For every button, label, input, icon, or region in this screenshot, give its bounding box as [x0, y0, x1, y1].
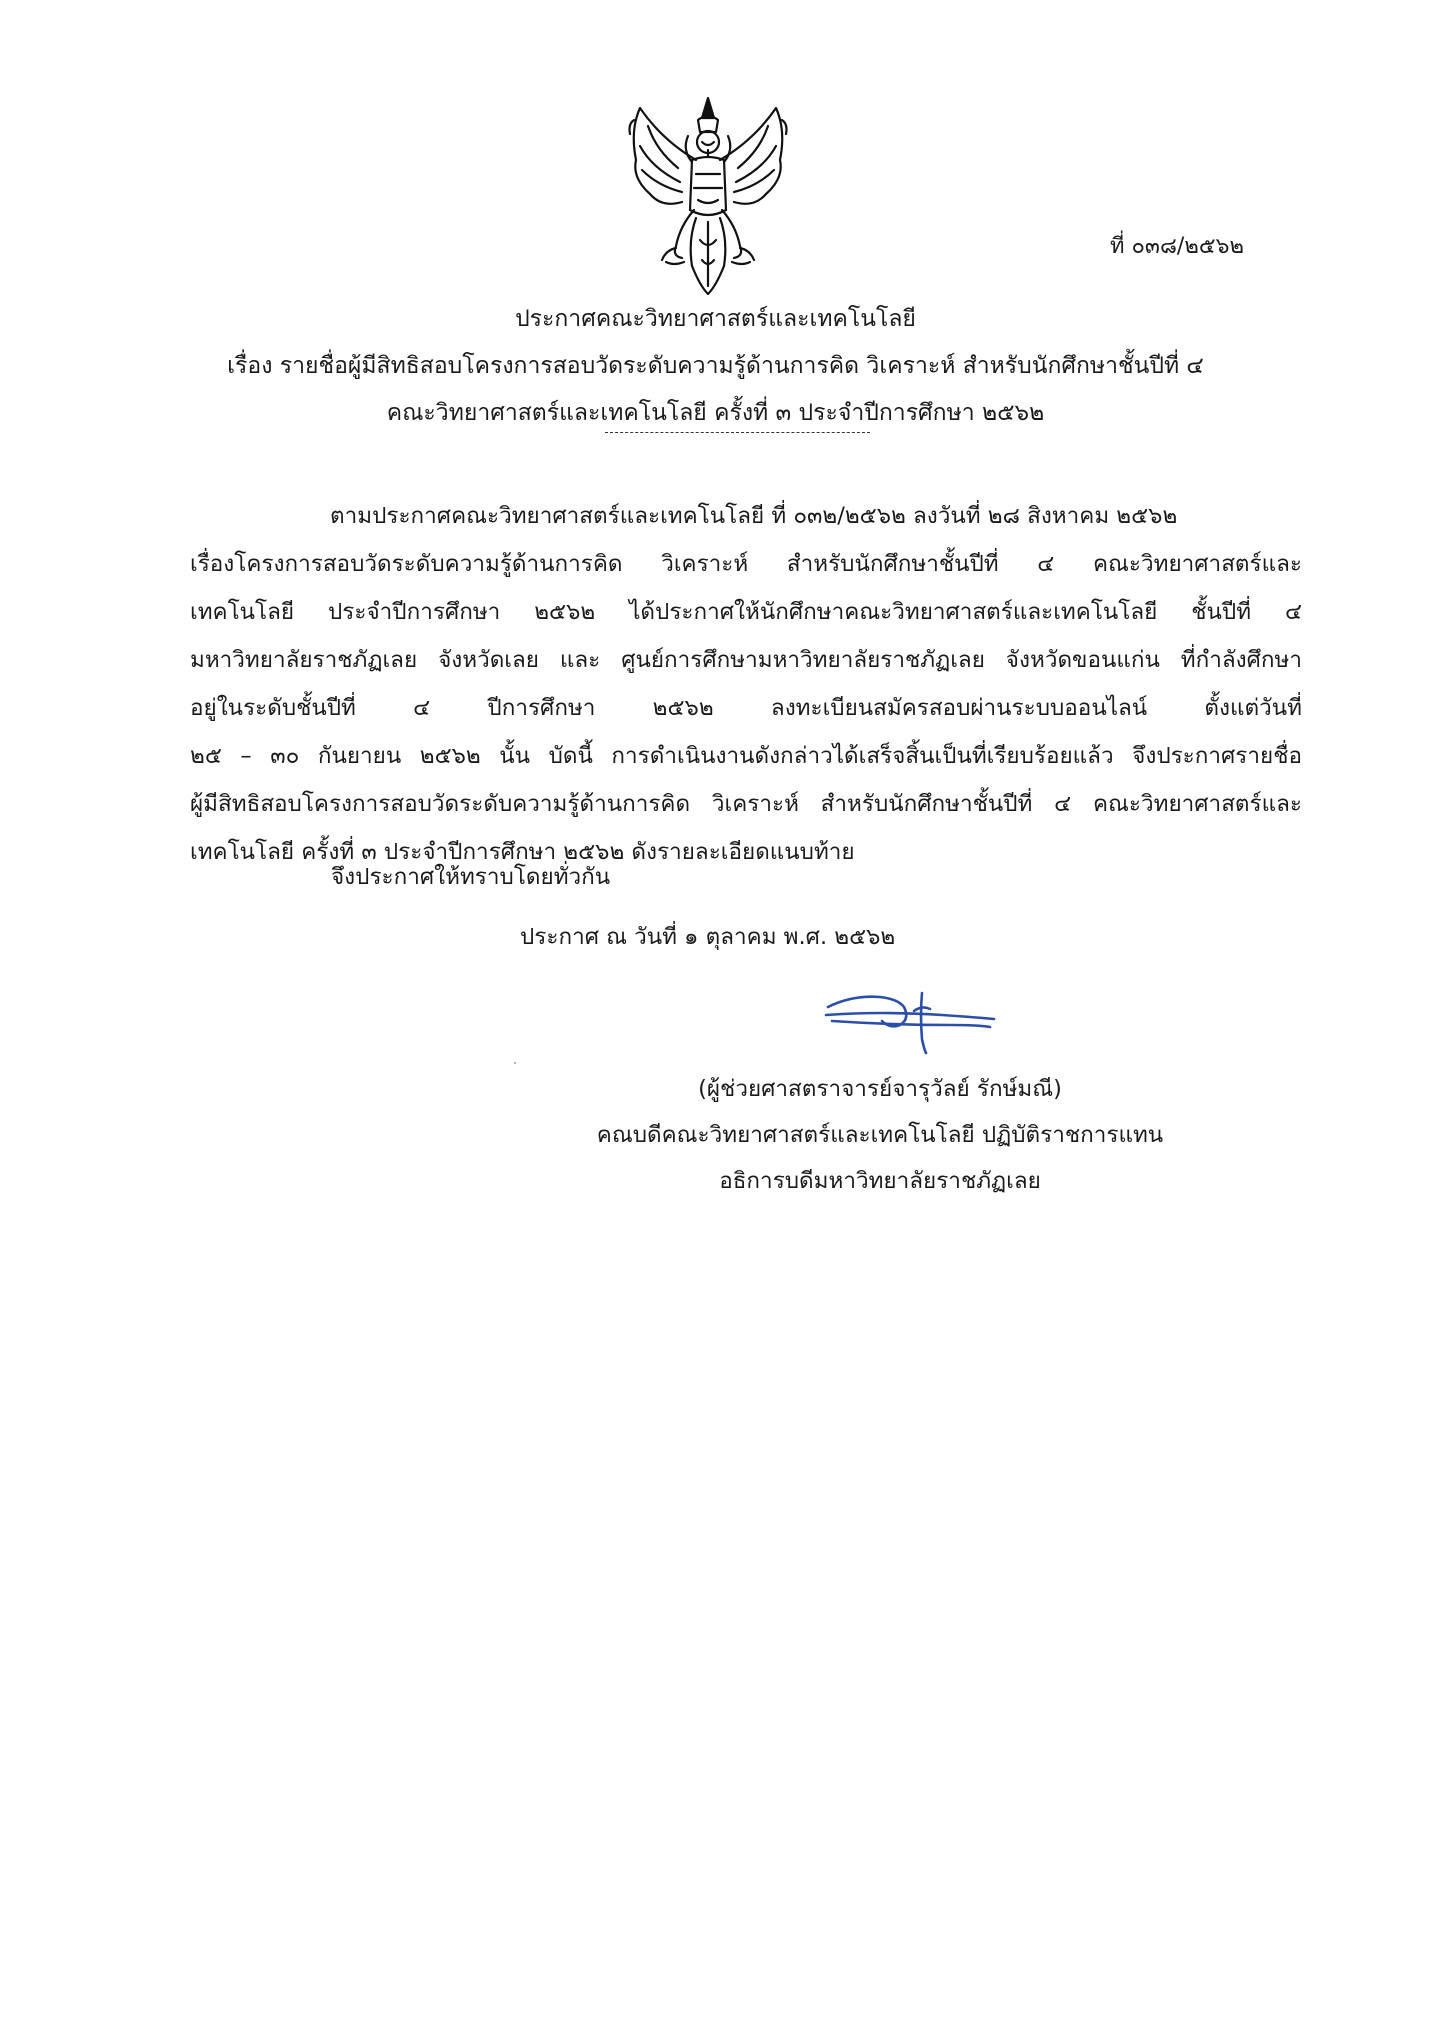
announcement-title: [200, 296, 1231, 437]
title-separator: [605, 432, 870, 433]
body-line: เรื่องโครงการสอบวัดระดับความรู้ด้านการคิด วิเคราะห์ สำหรับนักศึกษาชั้นปีที่ ๔ คณะวิทยาศาสตร์และ: [190, 551, 1302, 577]
signer-block: [540, 1066, 1220, 1204]
title-line-1: ประกาศคณะวิทยาศาสตร์และเทคโนโลยี: [515, 306, 916, 332]
body-line: เทคโนโลยี ประจำปีการศึกษา ๒๕๖๒ ได้ประกาศให้นักศึกษาคณะวิทยาศาสตร์และเทคโนโลยี ชั้นปีที่ ๔: [190, 599, 1302, 625]
document-number: ที่ ๐๓๘/๒๕๖๒: [1110, 234, 1244, 259]
announcement-body: [190, 492, 1302, 876]
title-line-3: คณะวิทยาศาสตร์และเทคโนโลยี ครั้งที่ ๓ ประจำปีการศึกษา ๒๕๖๒: [386, 400, 1045, 426]
signer-position: คณบดีคณะวิทยาศาสตร์และเทคโนโลยี ปฏิบัติราชการแทน: [596, 1122, 1164, 1148]
body-line: ๒๕ – ๓๐ กันยายน ๒๕๖๒ นั้น บัดนี้ การดำเนินงานดังกล่าวได้เสร็จสิ้นเป็นที่เรียบร้อยแล้ว จึงประกาศรายชื่อ: [190, 743, 1302, 769]
signature: [822, 985, 1000, 1055]
scan-speck: [514, 1062, 516, 1064]
body-line: มหาวิทยาลัยราชภัฏเลย จังหวัดเลย และ ศูนย์การศึกษามหาวิทยาลัยราชภัฏเลย จังหวัดขอนแก่น ที่กำลังศึกษา: [190, 647, 1302, 673]
garuda-emblem-icon: [622, 90, 794, 300]
body-line: ตามประกาศคณะวิทยาศาสตร์และเทคโนโลยี ที่ ๐๓๒/๒๕๖๒ ลงวันที่ ๒๘ สิงหาคม ๒๕๖๒: [330, 503, 1178, 529]
announcement-date: ประกาศ ณ วันที่ ๑ ตุลาคม พ.ศ. ๒๕๖๒: [520, 924, 896, 950]
signer-name: (ผู้ช่วยศาสตราจารย์จารุวัลย์ รักษ์มณี): [698, 1076, 1062, 1102]
signer-position: อธิการบดีมหาวิทยาลัยราชภัฏเลย: [719, 1168, 1041, 1194]
body-line: ผู้มีสิทธิสอบโครงการสอบวัดระดับความรู้ด้านการคิด วิเคราะห์ สำหรับนักศึกษาชั้นปีที่ ๔ คณะวิทยาศาสตร์และ: [190, 791, 1302, 817]
body-line: อยู่ในระดับชั้นปีที่ ๔ ปีการศึกษา ๒๕๖๒ ลงทะเบียนสมัครสอบผ่านระบบออนไลน์ ตั้งแต่วันที่: [190, 695, 1302, 721]
closing-statement: จึงประกาศให้ทราบโดยทั่วกัน: [331, 864, 611, 890]
body-line: เทคโนโลยี ครั้งที่ ๓ ประจำปีการศึกษา ๒๕๖๒ ดังรายละเอียดแนบท้าย: [190, 839, 855, 865]
title-line-2: เรื่อง รายชื่อผู้มีสิทธิสอบโครงการสอบวัดระดับความรู้ด้านการคิด วิเคราะห์ สำหรับนักศึกษาชั้นปีที่ ๔: [227, 353, 1204, 379]
